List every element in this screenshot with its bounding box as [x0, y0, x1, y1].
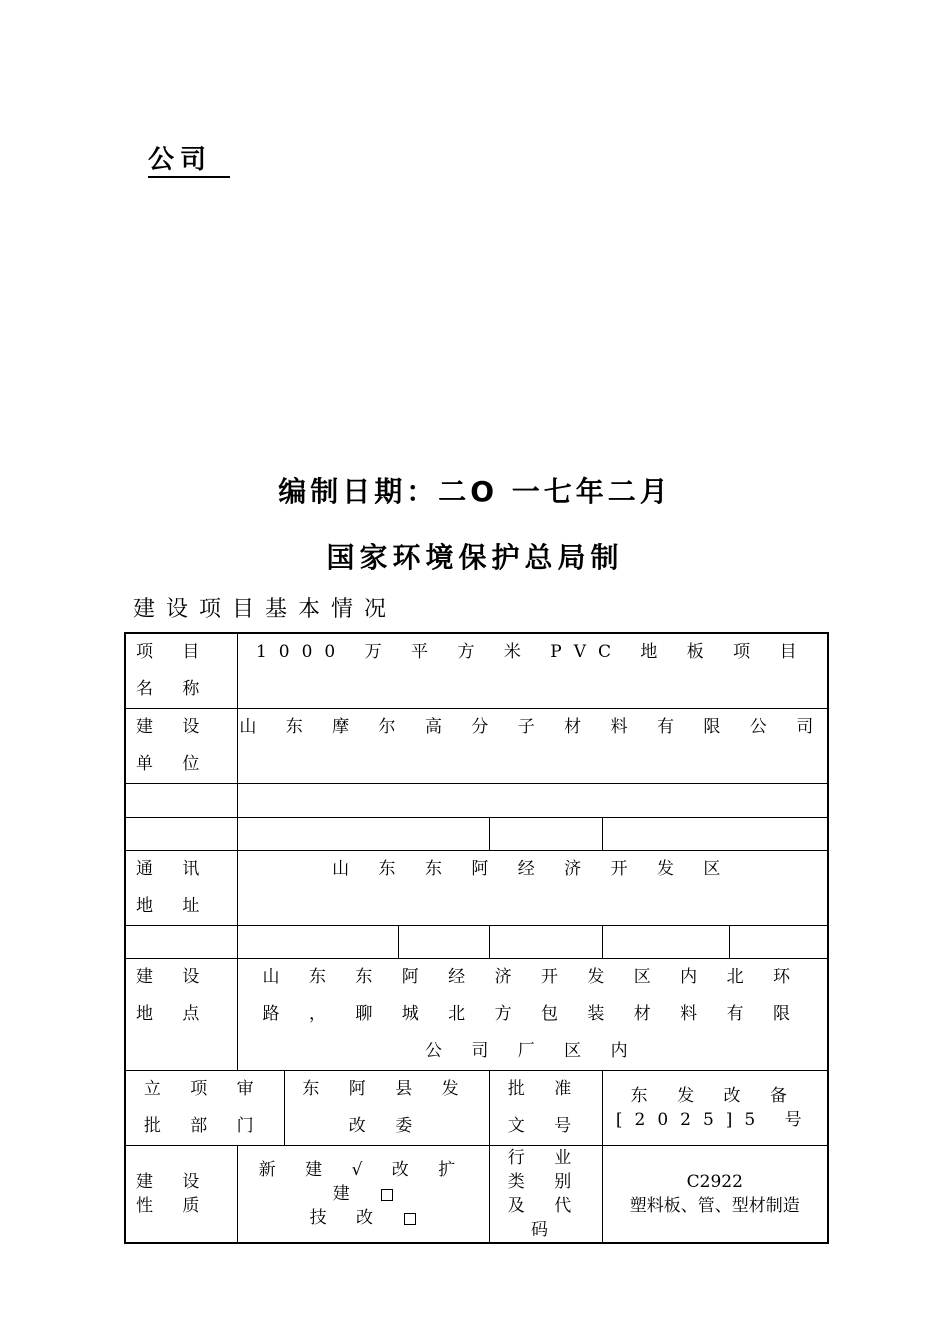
empty-cell — [489, 926, 602, 959]
builder-value: 山 东 摩 尔 高 分 子 材 料 有 限 公 司 — [237, 709, 828, 784]
section-title: 建设项目基本情况 — [133, 597, 398, 622]
empty-cell — [125, 926, 237, 959]
empty-cell — [602, 926, 729, 959]
checkbox-icon — [404, 1213, 416, 1225]
empty-cell — [125, 784, 237, 818]
empty-cell — [237, 784, 828, 818]
nature-label: 建 设 性 质 — [125, 1146, 237, 1244]
site-label: 建 设 地 点 — [125, 959, 237, 1071]
empty-cell — [237, 926, 398, 959]
approval-dept-label: 立 项 审 批 部 门 — [125, 1071, 284, 1146]
approval-no-value: 东 发 改 备 [2025]5 号 — [602, 1071, 828, 1146]
industry-value — [602, 1146, 828, 1244]
industry-label: 行 业 类 别 及 代 码 — [489, 1146, 602, 1244]
nature-value-line2: 技 改 — [309, 1208, 385, 1228]
approval-no-label: 批 准 文 号 — [489, 1071, 602, 1146]
empty-cell — [602, 818, 828, 851]
nature-value — [237, 1146, 489, 1244]
compile-date: 编制日期：二O 一七年二月 — [278, 475, 672, 508]
checkbox-icon — [381, 1189, 393, 1201]
nature-value-line1: 新 建 √ 改 扩 建 — [258, 1160, 468, 1204]
company-name: 公司 — [148, 144, 230, 178]
approval-dept-value: 东 阿 县 发 改 委 — [284, 1071, 489, 1146]
empty-cell — [125, 818, 237, 851]
site-value: 山 东 东 阿 经 济 开 发 区 内 北 环 路 ， 聊 城 北 方 包 装 材 料 有 限 公 司 厂 区 内 — [237, 959, 828, 1071]
address-label: 通 讯 地 址 — [125, 851, 237, 926]
address-value: 山 东 东 阿 经 济 开 发 区 — [237, 851, 828, 926]
project-name-label: 项 目 名 称 — [125, 633, 237, 709]
builder-label: 建 设 单 位 — [125, 709, 237, 784]
empty-cell — [729, 926, 828, 959]
project-info-table — [124, 632, 829, 1244]
empty-cell — [398, 926, 489, 959]
issuing-agency: 国家环境保护总局制 — [326, 541, 624, 574]
industry-name: 塑料板、管、型材制造 — [629, 1196, 800, 1216]
empty-cell — [489, 818, 602, 851]
industry-code: C2922 — [686, 1172, 743, 1192]
empty-cell — [237, 818, 489, 851]
project-name-value: 1000 万 平 方 米 PVC 地 板 项 目 — [237, 633, 828, 709]
